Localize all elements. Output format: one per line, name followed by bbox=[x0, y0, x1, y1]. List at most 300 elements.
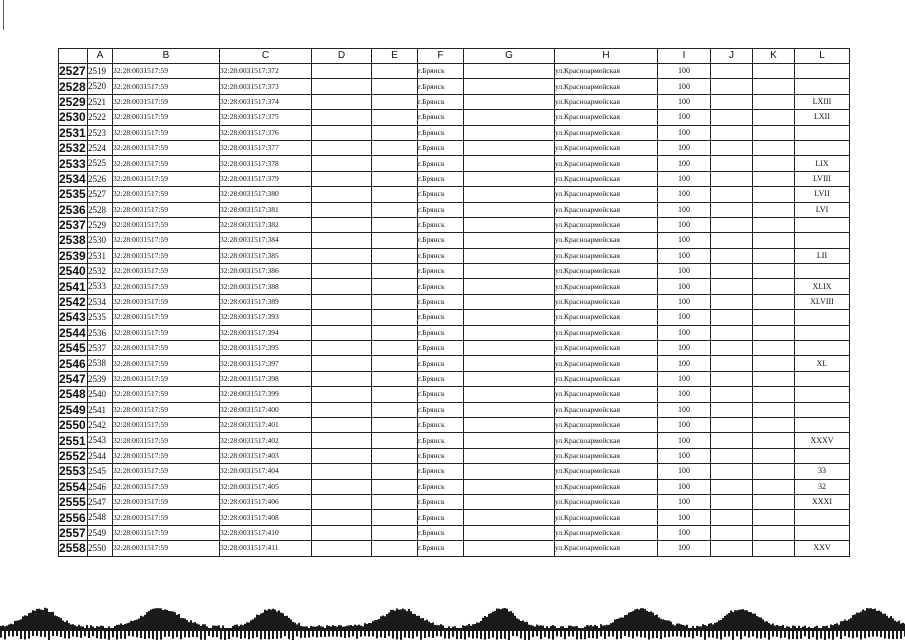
row-number[interactable]: 2552 bbox=[59, 448, 86, 463]
cell-f[interactable]: г.Брянск bbox=[418, 433, 464, 448]
cell-k[interactable] bbox=[753, 525, 795, 540]
cell-j[interactable] bbox=[711, 156, 753, 171]
cell-g[interactable] bbox=[464, 479, 555, 494]
cell-i[interactable]: 100 bbox=[658, 140, 711, 155]
cell-j[interactable] bbox=[711, 187, 753, 202]
cell-j[interactable] bbox=[711, 417, 753, 432]
cell-i[interactable]: 100 bbox=[658, 448, 711, 463]
cell-i[interactable]: 100 bbox=[658, 464, 711, 479]
cell-b[interactable]: 32:28:0031517:59 bbox=[113, 140, 220, 155]
cell-f[interactable]: г.Брянск bbox=[418, 448, 464, 463]
cell-g[interactable] bbox=[464, 433, 555, 448]
row-number[interactable]: 2537 bbox=[59, 218, 86, 233]
cell-h[interactable]: ул.Красноармейская bbox=[555, 171, 658, 186]
cell-f[interactable]: г.Брянск bbox=[418, 79, 464, 94]
cell-f[interactable]: г.Брянск bbox=[418, 479, 464, 494]
cell-b[interactable]: 32:28:0031517:59 bbox=[113, 356, 220, 371]
cell-l[interactable] bbox=[795, 233, 850, 248]
cell-f[interactable]: г.Брянск bbox=[418, 402, 464, 417]
cell-i[interactable]: 100 bbox=[658, 233, 711, 248]
cell-h[interactable]: ул.Красноармейская bbox=[555, 294, 658, 309]
cell-e[interactable] bbox=[372, 402, 418, 417]
cell-b[interactable]: 32:28:0031517:59 bbox=[113, 510, 220, 525]
cell-b[interactable]: 32:28:0031517:59 bbox=[113, 171, 220, 186]
cell-g[interactable] bbox=[464, 171, 555, 186]
cell-l[interactable] bbox=[795, 125, 850, 140]
cell-f[interactable]: г.Брянск bbox=[418, 171, 464, 186]
column-header-f[interactable]: F bbox=[418, 49, 464, 64]
cell-j[interactable] bbox=[711, 64, 753, 79]
cell-k[interactable] bbox=[753, 171, 795, 186]
cell-g[interactable] bbox=[464, 64, 555, 79]
cell-i[interactable]: 100 bbox=[658, 64, 711, 79]
cell-e[interactable] bbox=[372, 341, 418, 356]
cell-b[interactable]: 32:28:0031517:59 bbox=[113, 310, 220, 325]
cell-e[interactable] bbox=[372, 371, 418, 386]
cell-c[interactable]: 32:28:0031517:408 bbox=[220, 510, 312, 525]
column-header-d[interactable]: D bbox=[312, 49, 372, 64]
cell-e[interactable] bbox=[372, 217, 418, 232]
cell-e[interactable] bbox=[372, 541, 418, 556]
cell-c[interactable]: 32:28:0031517:397 bbox=[220, 356, 312, 371]
cell-h[interactable]: ул.Красноармейская bbox=[555, 448, 658, 463]
cell-c[interactable]: 32:28:0031517:388 bbox=[220, 279, 312, 294]
row-number[interactable]: 2538 bbox=[59, 233, 86, 248]
cell-f[interactable]: г.Брянск bbox=[418, 233, 464, 248]
cell-g[interactable] bbox=[464, 125, 555, 140]
row-number[interactable]: 2548 bbox=[59, 387, 86, 402]
cell-e[interactable] bbox=[372, 310, 418, 325]
cell-i[interactable]: 100 bbox=[658, 217, 711, 232]
row-number[interactable]: 2555 bbox=[59, 495, 86, 510]
row-number[interactable]: 2558 bbox=[59, 541, 86, 556]
row-number[interactable]: 2531 bbox=[59, 125, 86, 140]
row-number[interactable]: 2541 bbox=[59, 279, 86, 294]
cell-e[interactable] bbox=[372, 433, 418, 448]
cell-l[interactable] bbox=[795, 402, 850, 417]
cell-j[interactable] bbox=[711, 494, 753, 509]
cell-k[interactable] bbox=[753, 341, 795, 356]
cell-k[interactable] bbox=[753, 464, 795, 479]
cell-k[interactable] bbox=[753, 387, 795, 402]
cell-a[interactable]: 2543 bbox=[88, 433, 113, 448]
cell-e[interactable] bbox=[372, 64, 418, 79]
row-number[interactable]: 2529 bbox=[59, 94, 86, 109]
cell-b[interactable]: 32:28:0031517:59 bbox=[113, 264, 220, 279]
cell-h[interactable]: ул.Красноармейская bbox=[555, 279, 658, 294]
cell-k[interactable] bbox=[753, 248, 795, 263]
cell-h[interactable]: ул.Красноармейская bbox=[555, 387, 658, 402]
cell-e[interactable] bbox=[372, 156, 418, 171]
row-number[interactable]: 2547 bbox=[59, 372, 86, 386]
cell-a[interactable]: 2548 bbox=[88, 510, 113, 525]
cell-i[interactable]: 100 bbox=[658, 294, 711, 309]
cell-e[interactable] bbox=[372, 356, 418, 371]
cell-j[interactable] bbox=[711, 433, 753, 448]
cell-j[interactable] bbox=[711, 325, 753, 340]
cell-i[interactable]: 100 bbox=[658, 187, 711, 202]
cell-d[interactable] bbox=[312, 110, 372, 125]
cell-e[interactable] bbox=[372, 294, 418, 309]
cell-l[interactable] bbox=[795, 64, 850, 79]
column-header-c[interactable]: C bbox=[220, 49, 312, 64]
cell-g[interactable] bbox=[464, 233, 555, 248]
cell-h[interactable]: ул.Красноармейская bbox=[555, 510, 658, 525]
cell-g[interactable] bbox=[464, 387, 555, 402]
cell-h[interactable]: ул.Красноармейская bbox=[555, 464, 658, 479]
cell-k[interactable] bbox=[753, 510, 795, 525]
cell-i[interactable]: 100 bbox=[658, 341, 711, 356]
cell-d[interactable] bbox=[312, 510, 372, 525]
cell-a[interactable]: 2525 bbox=[88, 156, 113, 171]
cell-f[interactable]: г.Брянск bbox=[418, 140, 464, 155]
cell-j[interactable] bbox=[711, 387, 753, 402]
cell-c[interactable]: 32:28:0031517:410 bbox=[220, 525, 312, 540]
cell-l[interactable] bbox=[795, 417, 850, 432]
cell-g[interactable] bbox=[464, 140, 555, 155]
cell-k[interactable] bbox=[753, 64, 795, 79]
cell-b[interactable]: 32:28:0031517:59 bbox=[113, 433, 220, 448]
cell-g[interactable] bbox=[464, 448, 555, 463]
cell-i[interactable]: 100 bbox=[658, 248, 711, 263]
cell-c[interactable]: 32:28:0031517:372 bbox=[220, 64, 312, 79]
cell-g[interactable] bbox=[464, 341, 555, 356]
cell-d[interactable] bbox=[312, 479, 372, 494]
cell-a[interactable]: 2540 bbox=[88, 387, 113, 402]
cell-i[interactable]: 100 bbox=[658, 417, 711, 432]
cell-j[interactable] bbox=[711, 464, 753, 479]
cell-d[interactable] bbox=[312, 325, 372, 340]
cell-k[interactable] bbox=[753, 140, 795, 155]
cell-g[interactable] bbox=[464, 510, 555, 525]
cell-f[interactable]: г.Брянск bbox=[418, 494, 464, 509]
cell-k[interactable] bbox=[753, 541, 795, 556]
cell-e[interactable] bbox=[372, 125, 418, 140]
cell-l[interactable] bbox=[795, 387, 850, 402]
cell-f[interactable]: г.Брянск bbox=[418, 341, 464, 356]
row-number[interactable]: 2532 bbox=[59, 141, 86, 156]
cell-b[interactable]: 32:28:0031517:59 bbox=[113, 64, 220, 79]
cell-c[interactable]: 32:28:0031517:395 bbox=[220, 341, 312, 356]
cell-g[interactable] bbox=[464, 310, 555, 325]
cell-l[interactable]: XLVIII bbox=[795, 294, 850, 309]
cell-f[interactable]: г.Брянск bbox=[418, 464, 464, 479]
cell-c[interactable]: 32:28:0031517:404 bbox=[220, 464, 312, 479]
cell-d[interactable] bbox=[312, 494, 372, 509]
row-number[interactable]: 2545 bbox=[59, 341, 86, 356]
cell-l[interactable] bbox=[795, 217, 850, 232]
column-header-l[interactable]: L bbox=[795, 49, 850, 64]
cell-l[interactable]: LVII bbox=[795, 187, 850, 202]
cell-g[interactable] bbox=[464, 94, 555, 109]
cell-f[interactable]: г.Брянск bbox=[418, 279, 464, 294]
cell-d[interactable] bbox=[312, 448, 372, 463]
cell-l[interactable]: 32 bbox=[795, 479, 850, 494]
cell-a[interactable]: 2538 bbox=[88, 356, 113, 371]
cell-c[interactable]: 32:28:0031517:394 bbox=[220, 325, 312, 340]
cell-k[interactable] bbox=[753, 448, 795, 463]
cell-d[interactable] bbox=[312, 233, 372, 248]
cell-h[interactable]: ул.Красноармейская bbox=[555, 217, 658, 232]
cell-l[interactable] bbox=[795, 510, 850, 525]
corner-cell[interactable] bbox=[59, 49, 88, 64]
cell-d[interactable] bbox=[312, 217, 372, 232]
cell-h[interactable]: ул.Красноармейская bbox=[555, 110, 658, 125]
cell-g[interactable] bbox=[464, 217, 555, 232]
cell-l[interactable] bbox=[795, 341, 850, 356]
cell-b[interactable]: 32:28:0031517:59 bbox=[113, 525, 220, 540]
cell-l[interactable] bbox=[795, 325, 850, 340]
row-number[interactable]: 2542 bbox=[59, 295, 86, 310]
cell-j[interactable] bbox=[711, 402, 753, 417]
cell-i[interactable]: 100 bbox=[658, 202, 711, 217]
cell-d[interactable] bbox=[312, 371, 372, 386]
cell-i[interactable]: 100 bbox=[658, 110, 711, 125]
cell-d[interactable] bbox=[312, 525, 372, 540]
cell-h[interactable]: ул.Красноармейская bbox=[555, 156, 658, 171]
cell-k[interactable] bbox=[753, 110, 795, 125]
column-header-k[interactable]: K bbox=[753, 49, 795, 64]
cell-j[interactable] bbox=[711, 171, 753, 186]
cell-a[interactable]: 2547 bbox=[88, 494, 113, 509]
cell-c[interactable]: 32:28:0031517:377 bbox=[220, 140, 312, 155]
cell-c[interactable]: 32:28:0031517:405 bbox=[220, 479, 312, 494]
cell-g[interactable] bbox=[464, 264, 555, 279]
cell-c[interactable]: 32:28:0031517:403 bbox=[220, 448, 312, 463]
cell-h[interactable]: ул.Красноармейская bbox=[555, 202, 658, 217]
cell-j[interactable] bbox=[711, 479, 753, 494]
cell-g[interactable] bbox=[464, 79, 555, 94]
cell-e[interactable] bbox=[372, 171, 418, 186]
cell-h[interactable]: ул.Красноармейская bbox=[555, 341, 658, 356]
cell-b[interactable]: 32:28:0031517:59 bbox=[113, 387, 220, 402]
cell-l[interactable] bbox=[795, 525, 850, 540]
cell-c[interactable]: 32:28:0031517:406 bbox=[220, 494, 312, 509]
cell-b[interactable]: 32:28:0031517:59 bbox=[113, 371, 220, 386]
cell-h[interactable]: ул.Красноармейская bbox=[555, 233, 658, 248]
cell-f[interactable]: г.Брянск bbox=[418, 217, 464, 232]
cell-i[interactable]: 100 bbox=[658, 279, 711, 294]
cell-k[interactable] bbox=[753, 325, 795, 340]
cell-a[interactable]: 2533 bbox=[88, 279, 113, 294]
cell-b[interactable]: 32:28:0031517:59 bbox=[113, 187, 220, 202]
cell-f[interactable]: г.Брянск bbox=[418, 202, 464, 217]
cell-i[interactable]: 100 bbox=[658, 541, 711, 556]
cell-b[interactable]: 32:28:0031517:59 bbox=[113, 248, 220, 263]
cell-h[interactable]: ул.Красноармейская bbox=[555, 541, 658, 556]
cell-f[interactable]: г.Брянск bbox=[418, 310, 464, 325]
cell-k[interactable] bbox=[753, 356, 795, 371]
cell-l[interactable]: LII bbox=[795, 248, 850, 263]
cell-l[interactable]: XLIX bbox=[795, 279, 850, 294]
cell-h[interactable]: ул.Красноармейская bbox=[555, 325, 658, 340]
cell-d[interactable] bbox=[312, 187, 372, 202]
cell-k[interactable] bbox=[753, 125, 795, 140]
cell-i[interactable]: 100 bbox=[658, 264, 711, 279]
cell-d[interactable] bbox=[312, 341, 372, 356]
cell-c[interactable]: 32:28:0031517:382 bbox=[220, 217, 312, 232]
cell-c[interactable]: 32:28:0031517:389 bbox=[220, 294, 312, 309]
cell-f[interactable]: г.Брянск bbox=[418, 325, 464, 340]
cell-g[interactable] bbox=[464, 294, 555, 309]
cell-j[interactable] bbox=[711, 448, 753, 463]
cell-a[interactable]: 2526 bbox=[88, 171, 113, 186]
cell-j[interactable] bbox=[711, 110, 753, 125]
cell-a[interactable]: 2523 bbox=[88, 125, 113, 140]
row-number[interactable]: 2553 bbox=[59, 464, 86, 479]
cell-e[interactable] bbox=[372, 79, 418, 94]
cell-j[interactable] bbox=[711, 541, 753, 556]
cell-b[interactable]: 32:28:0031517:59 bbox=[113, 156, 220, 171]
cell-c[interactable]: 32:28:0031517:401 bbox=[220, 417, 312, 432]
cell-a[interactable]: 2542 bbox=[88, 417, 113, 432]
cell-d[interactable] bbox=[312, 417, 372, 432]
column-header-a[interactable]: A bbox=[88, 49, 113, 64]
cell-j[interactable] bbox=[711, 94, 753, 109]
cell-f[interactable]: г.Брянск bbox=[418, 510, 464, 525]
cell-e[interactable] bbox=[372, 448, 418, 463]
cell-l[interactable] bbox=[795, 140, 850, 155]
row-number[interactable]: 2557 bbox=[59, 525, 86, 540]
cell-h[interactable]: ул.Красноармейская bbox=[555, 310, 658, 325]
column-header-g[interactable]: G bbox=[464, 49, 555, 64]
cell-e[interactable] bbox=[372, 248, 418, 263]
cell-l[interactable] bbox=[795, 371, 850, 386]
cell-b[interactable]: 32:28:0031517:59 bbox=[113, 217, 220, 232]
cell-k[interactable] bbox=[753, 94, 795, 109]
row-number[interactable]: 2543 bbox=[59, 310, 86, 325]
cell-k[interactable] bbox=[753, 433, 795, 448]
cell-b[interactable]: 32:28:0031517:59 bbox=[113, 479, 220, 494]
cell-a[interactable]: 2529 bbox=[88, 217, 113, 232]
cell-i[interactable]: 100 bbox=[658, 94, 711, 109]
cell-b[interactable]: 32:28:0031517:59 bbox=[113, 110, 220, 125]
row-number[interactable]: 2530 bbox=[59, 110, 86, 125]
cell-i[interactable]: 100 bbox=[658, 387, 711, 402]
cell-h[interactable]: ул.Красноармейская bbox=[555, 371, 658, 386]
cell-g[interactable] bbox=[464, 187, 555, 202]
cell-j[interactable] bbox=[711, 79, 753, 94]
row-number[interactable]: 2536 bbox=[59, 202, 86, 217]
column-header-j[interactable]: J bbox=[711, 49, 753, 64]
row-number[interactable]: 2528 bbox=[59, 79, 86, 94]
cell-l[interactable]: LIX bbox=[795, 156, 850, 171]
cell-d[interactable] bbox=[312, 433, 372, 448]
cell-c[interactable]: 32:28:0031517:400 bbox=[220, 402, 312, 417]
row-number[interactable]: 2534 bbox=[59, 171, 86, 186]
cell-j[interactable] bbox=[711, 310, 753, 325]
cell-f[interactable]: г.Брянск bbox=[418, 525, 464, 540]
cell-a[interactable]: 2544 bbox=[88, 448, 113, 463]
cell-e[interactable] bbox=[372, 479, 418, 494]
cell-g[interactable] bbox=[464, 110, 555, 125]
cell-e[interactable] bbox=[372, 387, 418, 402]
cell-d[interactable] bbox=[312, 294, 372, 309]
cell-b[interactable]: 32:28:0031517:59 bbox=[113, 541, 220, 556]
cell-a[interactable]: 2549 bbox=[88, 525, 113, 540]
row-number[interactable]: 2527 bbox=[59, 64, 86, 79]
cell-i[interactable]: 100 bbox=[658, 325, 711, 340]
cell-d[interactable] bbox=[312, 264, 372, 279]
cell-f[interactable]: г.Брянск bbox=[418, 371, 464, 386]
cell-a[interactable]: 2524 bbox=[88, 140, 113, 155]
cell-k[interactable] bbox=[753, 310, 795, 325]
cell-b[interactable]: 32:28:0031517:59 bbox=[113, 202, 220, 217]
cell-k[interactable] bbox=[753, 217, 795, 232]
cell-e[interactable] bbox=[372, 417, 418, 432]
row-number[interactable]: 2535 bbox=[59, 187, 86, 202]
cell-d[interactable] bbox=[312, 171, 372, 186]
cell-i[interactable]: 100 bbox=[658, 125, 711, 140]
cell-j[interactable] bbox=[711, 140, 753, 155]
cell-d[interactable] bbox=[312, 125, 372, 140]
cell-b[interactable]: 32:28:0031517:59 bbox=[113, 79, 220, 94]
row-number[interactable]: 2540 bbox=[59, 264, 86, 279]
cell-g[interactable] bbox=[464, 541, 555, 556]
cell-i[interactable]: 100 bbox=[658, 156, 711, 171]
column-header-i[interactable]: I bbox=[658, 49, 711, 64]
row-number[interactable]: 2539 bbox=[59, 248, 86, 263]
cell-f[interactable]: г.Брянск bbox=[418, 294, 464, 309]
cell-e[interactable] bbox=[372, 279, 418, 294]
cell-h[interactable]: ул.Красноармейская bbox=[555, 248, 658, 263]
cell-f[interactable]: г.Брянск bbox=[418, 110, 464, 125]
cell-g[interactable] bbox=[464, 371, 555, 386]
cell-k[interactable] bbox=[753, 202, 795, 217]
cell-c[interactable]: 32:28:0031517:399 bbox=[220, 387, 312, 402]
cell-b[interactable]: 32:28:0031517:59 bbox=[113, 402, 220, 417]
cell-k[interactable] bbox=[753, 233, 795, 248]
cell-a[interactable]: 2527 bbox=[88, 187, 113, 202]
cell-h[interactable]: ул.Красноармейская bbox=[555, 433, 658, 448]
row-number[interactable]: 2549 bbox=[59, 402, 86, 417]
column-header-h[interactable]: H bbox=[555, 49, 658, 64]
cell-l[interactable]: XXV bbox=[795, 541, 850, 556]
row-number[interactable]: 2554 bbox=[59, 479, 86, 494]
cell-j[interactable] bbox=[711, 248, 753, 263]
cell-h[interactable]: ул.Красноармейская bbox=[555, 264, 658, 279]
cell-i[interactable]: 100 bbox=[658, 525, 711, 540]
cell-k[interactable] bbox=[753, 417, 795, 432]
cell-a[interactable]: 2537 bbox=[88, 341, 113, 356]
cell-a[interactable]: 2550 bbox=[88, 541, 113, 556]
cell-l[interactable]: XXXV bbox=[795, 433, 850, 448]
cell-d[interactable] bbox=[312, 464, 372, 479]
cell-i[interactable]: 100 bbox=[658, 310, 711, 325]
cell-h[interactable]: ул.Красноармейская bbox=[555, 356, 658, 371]
cell-e[interactable] bbox=[372, 140, 418, 155]
cell-g[interactable] bbox=[464, 402, 555, 417]
cell-c[interactable]: 32:28:0031517:378 bbox=[220, 156, 312, 171]
cell-i[interactable]: 100 bbox=[658, 171, 711, 186]
cell-k[interactable] bbox=[753, 294, 795, 309]
cell-a[interactable]: 2536 bbox=[88, 325, 113, 340]
cell-f[interactable]: г.Брянск bbox=[418, 387, 464, 402]
cell-a[interactable]: 2545 bbox=[88, 464, 113, 479]
column-header-b[interactable]: B bbox=[113, 49, 220, 64]
cell-l[interactable]: LXIII bbox=[795, 94, 850, 109]
cell-h[interactable]: ул.Красноармейская bbox=[555, 125, 658, 140]
cell-a[interactable]: 2531 bbox=[88, 248, 113, 263]
cell-a[interactable]: 2532 bbox=[88, 264, 113, 279]
cell-l[interactable]: LVIII bbox=[795, 171, 850, 186]
cell-e[interactable] bbox=[372, 264, 418, 279]
cell-c[interactable]: 32:28:0031517:398 bbox=[220, 371, 312, 386]
cell-h[interactable]: ул.Красноармейская bbox=[555, 64, 658, 79]
cell-c[interactable]: 32:28:0031517:376 bbox=[220, 125, 312, 140]
cell-e[interactable] bbox=[372, 325, 418, 340]
cell-k[interactable] bbox=[753, 479, 795, 494]
